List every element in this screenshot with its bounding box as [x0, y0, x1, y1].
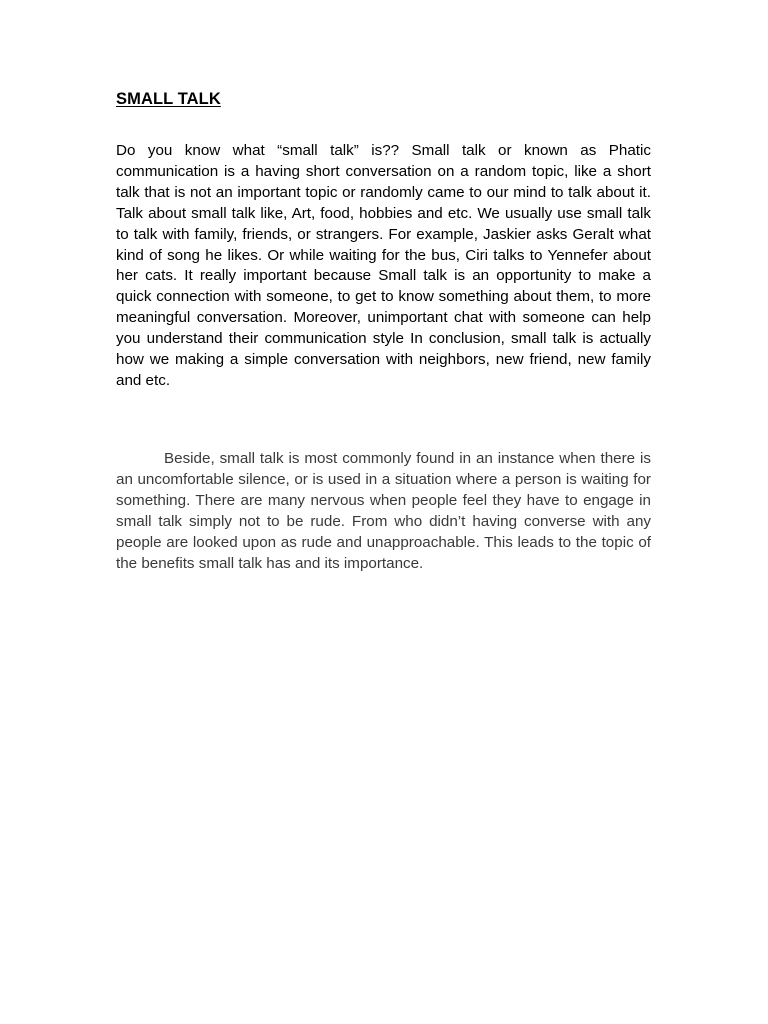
paragraph-2: Beside, small talk is most commonly found in an instance when there is an uncomfortable silence, or is used in a situation where a person is waiting for something. There are many nervous when people feel they have to engage in small talk simply not to be rude. From who didn’t having converse with any people are looked upon as rude and unapproachable. This leads to the topic of the benefits small talk has and its importance.	[116, 450, 651, 572]
document-title: SMALL TALK	[116, 90, 221, 108]
paragraph-1: Do you know what “small talk” is?? Small talk or known as Phatic communication is a having short conversation on a random topic, like a short talk that is not an important topic or randomly came to our mind to talk about it. Talk about small talk like, Art, food, hobbies and etc. We usually use small talk to talk with family, friends, or strangers. For example, Jaskier asks Geralt what kind of song he likes. Or while waiting for the bus, Ciri talks to Yennefer about her cats. It really important because Small talk is an opportunity to make a quick connection with someone, to get to know something about them, to more meaningful conversation. Moreover, unimportant chat with someone can help you understand their communication style In conclusion, small talk is actually how we making a simple conversation with neighbors, new friend, new family and etc.	[116, 142, 651, 389]
